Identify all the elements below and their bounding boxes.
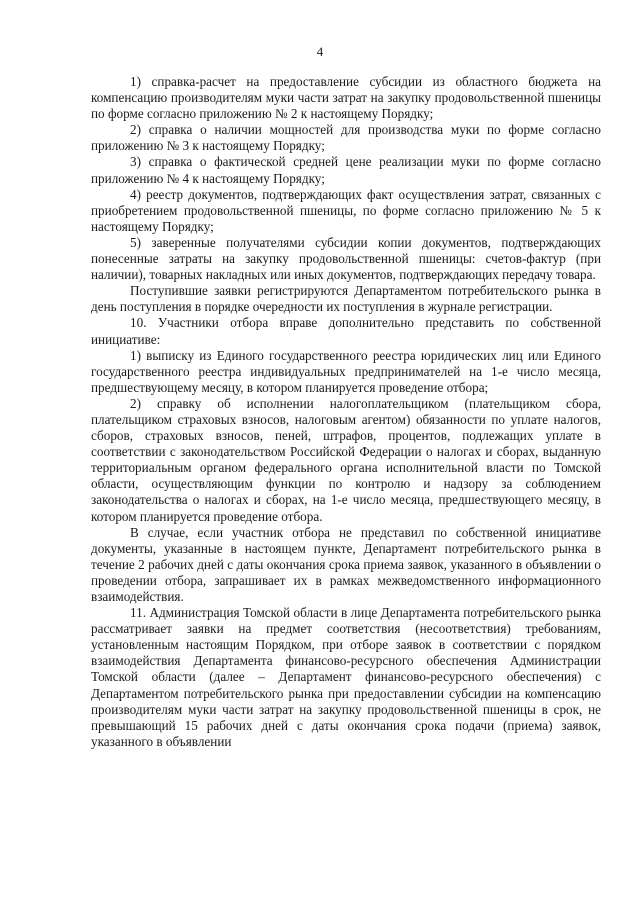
paragraph-clause-10-item-1: 1) выписку из Единого государственного реестра юридических лиц или Единого государственного реестра индивидуальных предпринимателей на 1-е число месяца, предшествующему месяцу, в котором планируется проведение отбора; bbox=[91, 347, 601, 395]
body-text bbox=[91, 74, 601, 750]
paragraph-clause-11: 11. Администрация Томской области в лице Департамента потребительского рынка рассматривает заявки на предмет соответствия (несоответствия) требованиям, установленным настоящим Порядком, при отборе заявок в соответствии с порядком взаимодействия Департамента финансово-ресурсного обеспечения Администрации Томской области (далее – Департамент финансово-ресурсного обеспечения) с Департаментом потребительского рынка при предоставлении субсидии на компенсацию производителям муки части затрат на закупку продовольственной пшеницы в срок, не превышающий 15 рабочих дней с даты окончания срока подачи (приема) заявок, указанного в объявлении bbox=[91, 605, 601, 749]
paragraph-item-3-price-certificate: 3) справка о фактической средней цене реализации муки по форме согласно приложению № 4 к настоящему Порядку; bbox=[91, 154, 601, 186]
paragraph-item-2-capacity-certificate: 2) справка о наличии мощностей для производства муки по форме согласно приложению № 3 к настоящему Порядку; bbox=[91, 122, 601, 154]
paragraph-clause-10-item-2: 2) справку об исполнении налогоплательщиком (плательщиком сбора, плательщиком страховых взносов, налоговым агентом) обязанности по уплате налогов, сборов, страховых взносов, пеней, штрафов, процентов, подлежащих уплате в соответствии с законодательством Российской Федерации о налогах и сборах, выданную территориальным органом федерального органа исполнительной власти по Томской области, осуществляющим функции по контролю и надзору за соблюдением законодательства о налогах и сборах, на 1-е число месяца, предшествующего месяцу, в котором планируется проведение отбора. bbox=[91, 395, 601, 524]
paragraph-application-registration: Поступившие заявки регистрируются Департаментом потребительского рынка в день поступления в порядке очередности их поступления в журнале регистрации. bbox=[91, 283, 601, 315]
paragraph-interagency-request: В случае, если участник отбора не представил по собственной инициативе документы, указанные в настоящем пункте, Департамент потребительского рынка в течение 2 рабочих дней с даты окончания срока приема заявок, указанного в объявлении о проведении отбора, запрашивает их в рамках межведомственного информационного взаимодействия. bbox=[91, 524, 601, 604]
paragraph-item-4-document-registry: 4) реестр документов, подтверждающих факт осуществления затрат, связанных с приобретением продовольственной пшеницы, по форме согласно приложению № 5 к настоящему Порядку; bbox=[91, 186, 601, 234]
paragraph-item-1-certificate-calculation: 1) справка-расчет на предоставление субсидии из областного бюджета на компенсацию производителям муки части затрат на закупку продовольственной пшеницы по форме согласно приложению № 2 к настоящему Порядку; bbox=[91, 74, 601, 122]
page-number: 4 bbox=[316, 44, 324, 59]
paragraph-clause-10: 10. Участники отбора вправе дополнительно представить по собственной инициативе: bbox=[91, 315, 601, 347]
paragraph-item-5-document-copies: 5) заверенные получателями субсидии копии документов, подтверждающих понесенные затраты на закупку продовольственной пшеницы: счетов-фактур (при наличии), товарных накладных или иных документов, подтверждающих передачу товара. bbox=[91, 234, 601, 283]
